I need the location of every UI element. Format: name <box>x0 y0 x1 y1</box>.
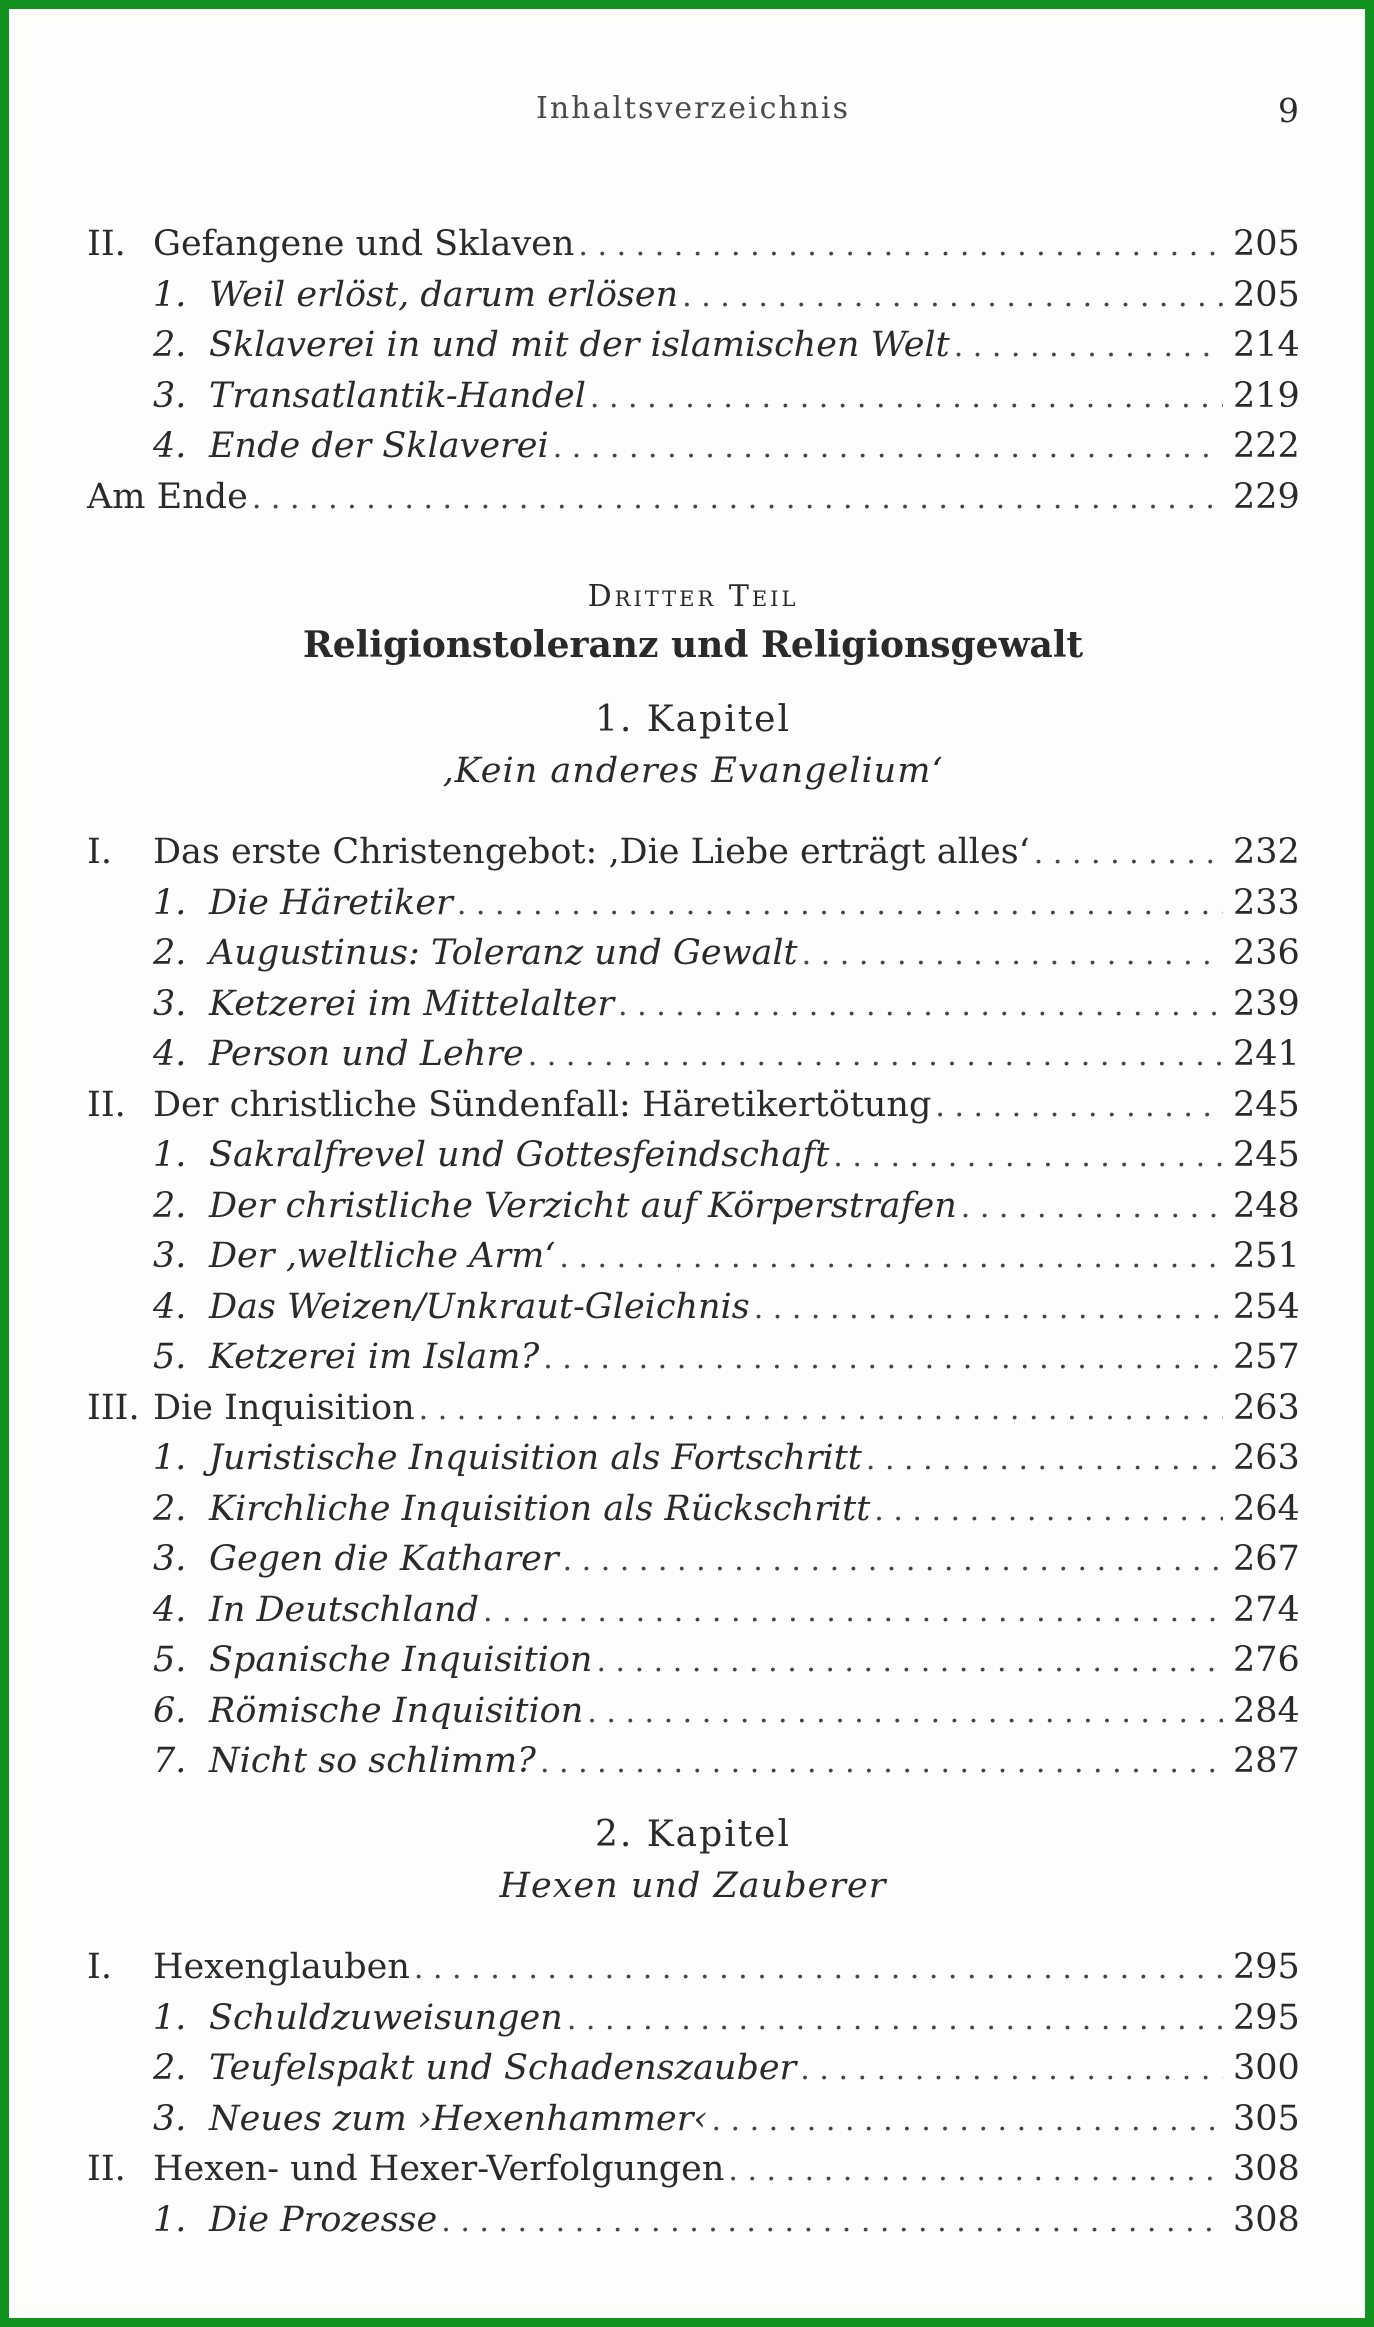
entry-title: Person und Lehre <box>209 1034 524 1074</box>
entry-number: 1. <box>153 274 187 315</box>
toc-subentry[interactable] <box>87 2094 1299 2144</box>
entry-number: 4. <box>153 426 187 466</box>
entry-number: 3. <box>153 1539 187 1579</box>
toc-subentry[interactable] <box>87 270 1299 320</box>
entry-title: Am Ende <box>87 476 248 517</box>
dot-leader <box>590 373 1223 423</box>
entry-title: Die Inquisition <box>153 1387 415 1428</box>
page-number: 9 <box>1278 91 1299 130</box>
entry-title: Gefangene und Sklaven <box>153 224 575 264</box>
toc-subentry[interactable] <box>87 1585 1299 1635</box>
entry-title: Nicht so schlimm? <box>209 1741 536 1781</box>
entry-page-number: 254 <box>1233 1286 1300 1327</box>
entry-title: Sklaverei in und mit der islamischen Welt <box>209 325 950 365</box>
entry-title: Ende der Sklaverei <box>209 426 549 466</box>
entry-title: Spanische Inquisition <box>209 1640 593 1680</box>
entry-page-number: 308 <box>1233 2199 1300 2240</box>
entry-page-number: 219 <box>1233 375 1300 416</box>
dot-leader <box>596 1637 1223 1687</box>
entry-title: In Deutschland <box>209 1589 479 1630</box>
entry-page-number: 267 <box>1233 1539 1300 1579</box>
dot-leader <box>961 1183 1223 1233</box>
toc-entry[interactable] <box>87 2144 1299 2194</box>
dot-leader <box>441 2197 1223 2247</box>
chapter-label: 2. Kapitel <box>595 1814 791 1855</box>
toc-subentry[interactable] <box>87 928 1299 978</box>
entry-title: Neues zum ›Hexenhammer‹ <box>209 2098 708 2139</box>
entry-number: I. <box>87 1947 112 1987</box>
dot-leader <box>728 2146 1223 2196</box>
dot-leader <box>874 1486 1223 1536</box>
dot-leader <box>935 1082 1223 1132</box>
entry-title: Die Prozesse <box>209 2199 438 2240</box>
entry-title: Juristische Inquisition als Fortschritt <box>209 1438 862 1478</box>
entry-number: 2. <box>153 933 187 973</box>
chapter-label: 1. Kapitel <box>595 699 791 740</box>
entry-number: 7. <box>153 1741 187 1781</box>
entry-number: 4. <box>153 1286 187 1327</box>
dot-leader <box>682 272 1223 322</box>
entry-title: Schuldzuweisungen <box>209 1997 563 2038</box>
dot-leader <box>1034 829 1223 879</box>
entry-number: 2. <box>153 2048 187 2088</box>
entry-number: 5. <box>153 1337 187 1377</box>
entry-title: Der christliche Sündenfall: Häretikertötung <box>153 1084 932 1125</box>
toc-subentry[interactable] <box>87 2195 1299 2245</box>
entry-title: Ketzerei im Islam? <box>209 1337 540 1377</box>
entry-title: Kirchliche Inquisition als Rückschritt <box>209 1488 871 1529</box>
entry-page-number: 245 <box>1233 1135 1300 1175</box>
entry-title: Augustinus: Toleranz und Gewalt <box>209 933 798 973</box>
dot-leader <box>754 1284 1223 1334</box>
toc-subentry[interactable] <box>87 371 1299 421</box>
entry-title: Teufelspakt und Schadenszauber <box>209 2048 797 2088</box>
toc-subentry[interactable] <box>87 2043 1299 2093</box>
entry-title: Ketzerei im Mittelalter <box>209 983 615 1024</box>
dot-leader <box>252 474 1223 524</box>
entry-page-number: 274 <box>1233 1589 1300 1630</box>
toc-subentry[interactable] <box>87 1029 1299 1079</box>
toc-subentry[interactable] <box>87 979 1299 1029</box>
entry-number: 1. <box>153 2199 187 2240</box>
entry-page-number: 229 <box>1233 476 1300 517</box>
entry-page-number: 245 <box>1233 1084 1300 1125</box>
entry-number: 2. <box>153 325 187 365</box>
toc-entry[interactable] <box>87 219 1299 269</box>
entry-number: II. <box>87 224 126 264</box>
dot-leader <box>711 2096 1223 2146</box>
toc-subentry[interactable] <box>87 878 1299 928</box>
entry-number: II. <box>87 2149 126 2189</box>
entry-page-number: 287 <box>1233 1741 1300 1781</box>
entry-number: 1. <box>153 882 187 923</box>
entry-page-number: 241 <box>1233 1034 1300 1074</box>
dot-leader <box>457 880 1223 930</box>
entry-title: Römische Inquisition <box>209 1690 584 1731</box>
chapter-title: ‚Kein anderes Evangelium‘ <box>442 751 944 791</box>
entry-number: 3. <box>153 983 187 1024</box>
dot-leader <box>483 1587 1223 1637</box>
toc-subentry[interactable] <box>87 1993 1299 2043</box>
entry-page-number: 222 <box>1233 426 1300 466</box>
entry-number: 2. <box>153 1488 187 1529</box>
entry-title: Der ‚weltliche Arm‘ <box>209 1236 556 1276</box>
dot-leader <box>419 1385 1223 1435</box>
entry-number: 3. <box>153 1236 187 1276</box>
toc-entry[interactable] <box>87 472 1299 522</box>
entry-page-number: 205 <box>1233 274 1300 315</box>
toc-subentry[interactable] <box>87 421 1299 471</box>
part-label: Dritter Teil <box>587 579 799 614</box>
dot-leader <box>553 423 1223 473</box>
toc-subentry[interactable] <box>87 1332 1299 1382</box>
running-head <box>87 91 1299 141</box>
dot-leader <box>833 1132 1223 1182</box>
entry-number: 4. <box>153 1589 187 1630</box>
entry-title: Das erste Christengebot: ‚Die Liebe erträgt alles‘ <box>153 832 1030 872</box>
toc-subentry[interactable] <box>87 1686 1299 1736</box>
entry-number: 5. <box>153 1640 187 1680</box>
toc-subentry[interactable] <box>87 1433 1299 1483</box>
entry-page-number: 205 <box>1233 224 1300 264</box>
dot-leader <box>866 1435 1223 1485</box>
entry-number: 3. <box>153 2098 187 2139</box>
toc-subentry[interactable] <box>87 1231 1299 1281</box>
entry-number: I. <box>87 832 112 872</box>
dot-leader <box>800 2045 1223 2095</box>
entry-number: 4. <box>153 1034 187 1074</box>
dot-leader <box>559 1233 1223 1283</box>
entry-page-number: 263 <box>1233 1387 1300 1428</box>
entry-title: Gegen die Katharer <box>209 1539 559 1579</box>
entry-page-number: 248 <box>1233 1185 1300 1226</box>
dot-leader <box>954 322 1223 372</box>
toc-entry[interactable] <box>87 1080 1299 1130</box>
dot-leader <box>563 1536 1223 1586</box>
dot-leader <box>567 1995 1223 2045</box>
toc-subentry[interactable] <box>87 1484 1299 1534</box>
entry-page-number: 236 <box>1233 933 1300 973</box>
entry-page-number: 295 <box>1233 1947 1300 1987</box>
toc-subentry[interactable] <box>87 1736 1299 1786</box>
entry-title: Weil erlöst, darum erlösen <box>209 274 679 315</box>
toc-entry[interactable] <box>87 1383 1299 1433</box>
entry-number: III. <box>87 1387 140 1428</box>
entry-title: Der christliche Verzicht auf Körperstrafen <box>209 1185 957 1226</box>
part-title: Religionstoleranz und Religionsgewalt <box>302 624 1084 666</box>
entry-number: 2. <box>153 1185 187 1226</box>
entry-page-number: 251 <box>1233 1236 1300 1276</box>
entry-page-number: 295 <box>1233 1997 1300 2038</box>
toc-subentry[interactable] <box>87 1282 1299 1332</box>
entry-number: 3. <box>153 375 187 416</box>
entry-page-number: 308 <box>1233 2149 1300 2189</box>
chapter-title: Hexen und Zauberer <box>499 1866 887 1906</box>
toc-entry[interactable] <box>87 1942 1299 1992</box>
entry-number: 6. <box>153 1690 187 1731</box>
entry-title: Das Weizen/Unkraut-Gleichnis <box>209 1286 750 1327</box>
entry-page-number: 305 <box>1233 2098 1300 2139</box>
entry-page-number: 300 <box>1233 2048 1300 2088</box>
dot-leader <box>414 1944 1223 1994</box>
toc-subentry[interactable] <box>87 1181 1299 1231</box>
entry-page-number: 263 <box>1233 1438 1300 1478</box>
entry-number: 1. <box>153 1135 187 1175</box>
toc-subentry[interactable] <box>87 1534 1299 1584</box>
running-title: Inhaltsverzeichnis <box>535 91 851 126</box>
dot-leader <box>543 1334 1223 1384</box>
toc-subentry[interactable] <box>87 1130 1299 1180</box>
entry-number: 1. <box>153 1997 187 2038</box>
toc-entry[interactable] <box>87 827 1299 877</box>
dot-leader <box>618 981 1223 1031</box>
entry-page-number: 233 <box>1233 882 1300 923</box>
toc-subentry[interactable] <box>87 320 1299 370</box>
entry-page-number: 214 <box>1233 325 1300 365</box>
toc-subentry[interactable] <box>87 1635 1299 1685</box>
dot-leader <box>528 1031 1223 1081</box>
entry-title: Sakralfrevel und Gottesfeindschaft <box>209 1135 830 1175</box>
entry-title: Hexenglauben <box>153 1947 410 1987</box>
entry-number: 1. <box>153 1438 187 1478</box>
entry-title: Die Häretiker <box>209 882 453 923</box>
entry-page-number: 264 <box>1233 1488 1300 1529</box>
dot-leader <box>802 930 1223 980</box>
entry-page-number: 276 <box>1233 1640 1300 1680</box>
entry-page-number: 284 <box>1233 1690 1300 1731</box>
entry-title: Hexen- und Hexer-Verfolgungen <box>153 2149 725 2189</box>
dot-leader <box>578 221 1223 271</box>
entry-title: Transatlantik-Handel <box>209 375 586 416</box>
dot-leader <box>540 1738 1223 1788</box>
dot-leader <box>587 1688 1223 1738</box>
entry-page-number: 239 <box>1233 983 1300 1024</box>
entry-page-number: 232 <box>1233 832 1300 872</box>
entry-page-number: 257 <box>1233 1337 1300 1377</box>
entry-number: II. <box>87 1084 126 1125</box>
